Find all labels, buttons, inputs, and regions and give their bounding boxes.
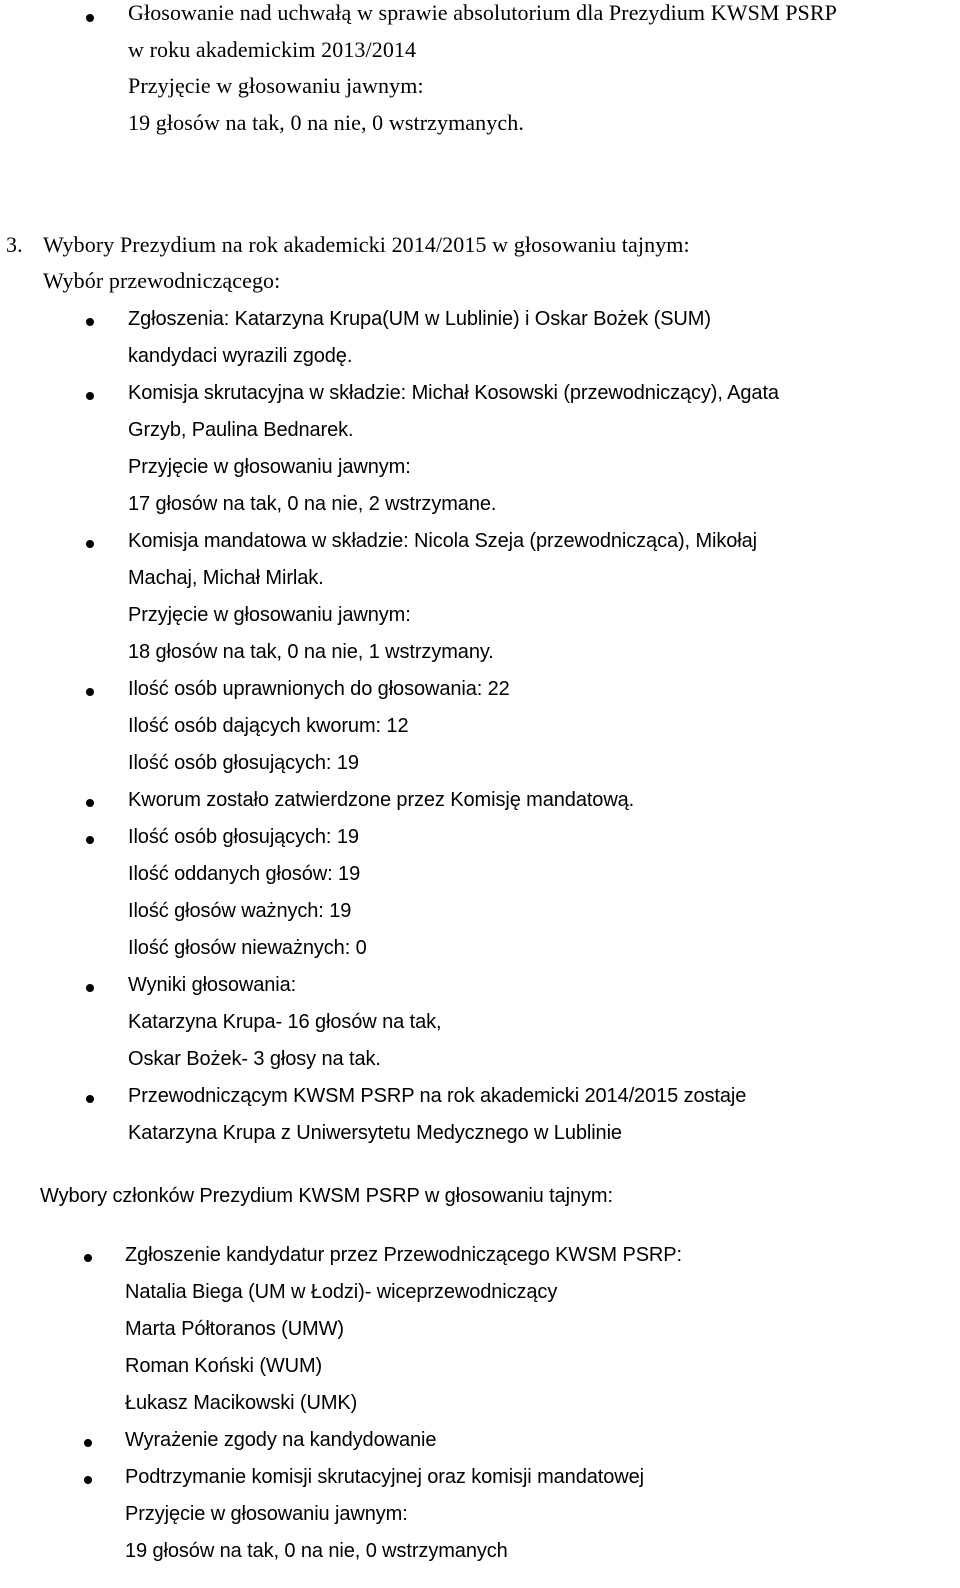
list-item-line: Ilość głosów nieważnych: 0 — [128, 937, 367, 959]
list-item-line: Ilość osób uprawnionych do głosowania: 22 — [128, 678, 510, 700]
bullet-icon — [84, 1476, 92, 1484]
section-number: 3. — [6, 232, 23, 257]
list-item-line: 19 głosów na tak, 0 na nie, 0 wstrzymanych — [125, 1540, 508, 1562]
list-item-line: Zgłoszenia: Katarzyna Krupa(UM w Lublinie) i Oskar Bożek (SUM) — [128, 308, 711, 330]
list-item-line: Wyrażenie zgody na kandydowanie — [125, 1429, 437, 1451]
list-item-line: Przyjęcie w głosowaniu jawnym: — [125, 1503, 408, 1525]
list-item-line: Oskar Bożek- 3 głosy na tak. — [128, 1048, 381, 1070]
list-item-line: 17 głosów na tak, 0 na nie, 2 wstrzymane. — [128, 493, 497, 515]
bullet-icon — [84, 1439, 92, 1447]
list-item-line: Ilość osób dających kworum: 12 — [128, 715, 409, 737]
bullet-icon — [86, 836, 94, 844]
section-subheading: Wybór przewodniczącego: — [43, 268, 281, 293]
list-item-line: Machaj, Michał Mirlak. — [128, 567, 324, 589]
list-item-line: Wyniki głosowania: — [128, 974, 297, 996]
list-item-line: Głosowanie nad uchwałą w sprawie absolutorium dla Prezydium KWSM PSRP — [128, 0, 837, 25]
list-item-line: Przyjęcie w głosowaniu jawnym: — [128, 73, 424, 98]
bullet-icon — [86, 540, 94, 548]
list-item-line: Łukasz Macikowski (UMK) — [125, 1392, 358, 1414]
section-heading: Wybory Prezydium na rok akademicki 2014/2015 w głosowaniu tajnym: — [43, 232, 690, 257]
list-item-line: Ilość głosów ważnych: 19 — [128, 900, 352, 922]
list-item-line: Ilość osób głosujących: 19 — [128, 752, 359, 774]
bullet-icon — [86, 799, 94, 807]
list-item-line: Marta Półtoranos (UMW) — [125, 1318, 344, 1340]
bullet-icon — [86, 14, 94, 22]
list-item-line: Grzyb, Paulina Bednarek. — [128, 419, 354, 441]
bullet-icon — [86, 392, 94, 400]
list-item-line: Komisja skrutacyjna w składzie: Michał Kosowski (przewodniczący), Agata — [128, 382, 779, 404]
list-item-line: w roku akademickim 2013/2014 — [128, 37, 417, 62]
list-item-line: kandydaci wyrazili zgodę. — [128, 345, 353, 367]
list-item-line: Kworum zostało zatwierdzone przez Komisję mandatową. — [128, 789, 635, 811]
list-item-line: Przyjęcie w głosowaniu jawnym: — [128, 604, 411, 626]
list-item-line: 18 głosów na tak, 0 na nie, 1 wstrzymany. — [128, 641, 494, 663]
members-section-heading: Wybory członków Prezydium KWSM PSRP w głosowaniu tajnym: — [40, 1185, 613, 1207]
list-item-line: Przewodniczącym KWSM PSRP na rok akademicki 2014/2015 zostaje — [128, 1085, 747, 1107]
list-item-line: Natalia Biega (UM w Łodzi)- wiceprzewodniczący — [125, 1281, 558, 1303]
list-item-line: 19 głosów na tak, 0 na nie, 0 wstrzymanych. — [128, 110, 524, 135]
bullet-icon — [84, 1254, 92, 1262]
list-item-line: Komisja mandatowa w składzie: Nicola Szeja (przewodnicząca), Mikołaj — [128, 530, 758, 552]
list-item-line: Podtrzymanie komisji skrutacyjnej oraz komisji mandatowej — [125, 1466, 644, 1488]
bullet-icon — [86, 318, 94, 326]
list-item-line: Katarzyna Krupa- 16 głosów na tak, — [128, 1011, 442, 1033]
list-item-line: Ilość osób głosujących: 19 — [128, 826, 359, 848]
list-item-line: Przyjęcie w głosowaniu jawnym: — [128, 456, 411, 478]
bullet-icon — [86, 688, 94, 696]
list-item-line: Ilość oddanych głosów: 19 — [128, 863, 361, 885]
list-item-line: Roman Koński (WUM) — [125, 1355, 323, 1377]
list-item-line: Katarzyna Krupa z Uniwersytetu Medycznego w Lublinie — [128, 1122, 622, 1144]
list-item-line: Zgłoszenie kandydatur przez Przewodniczącego KWSM PSRP: — [125, 1244, 682, 1266]
bullet-icon — [86, 1095, 94, 1103]
bullet-icon — [86, 984, 94, 992]
